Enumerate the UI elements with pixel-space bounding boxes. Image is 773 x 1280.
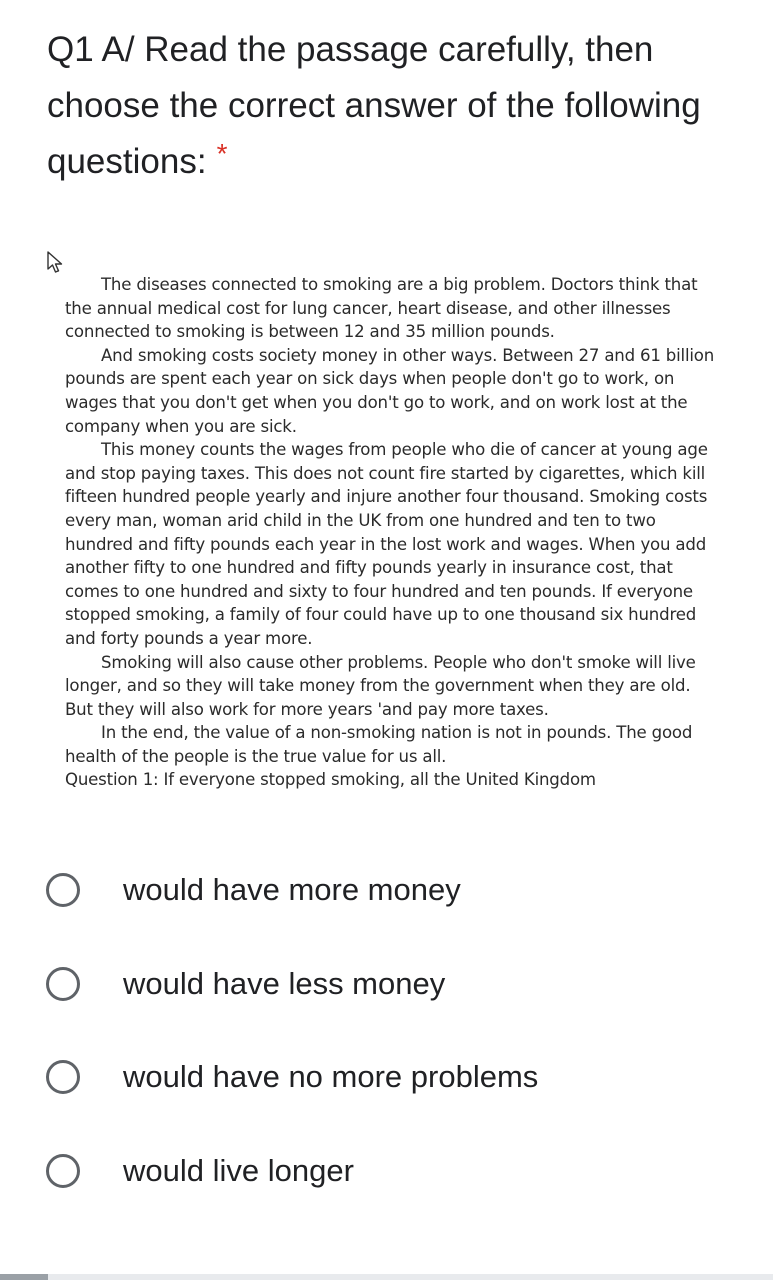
option-label: would have no more problems bbox=[123, 1059, 539, 1094]
passage-question-line: Question 1: If everyone stopped smoking, all the United Kingdom bbox=[65, 770, 596, 790]
scroll-thumb[interactable] bbox=[0, 1274, 48, 1280]
radio-button[interactable] bbox=[46, 967, 80, 1001]
option-label: would have less money bbox=[123, 965, 446, 1001]
passage-paragraph: The diseases connected to smoking are a big problem. Doctors think that the annual medical cost for lung cancer, heart disease, and other illnesses connected to smoking is between 12 and 35 million pounds. bbox=[65, 275, 698, 342]
radio-button[interactable] bbox=[46, 873, 80, 907]
answer-options bbox=[44, 862, 744, 1236]
bottom-scroll-bar[interactable] bbox=[0, 1274, 773, 1280]
mouse-pointer-icon bbox=[46, 250, 66, 276]
option-more-money[interactable] bbox=[44, 862, 744, 918]
option-label: would live longer bbox=[123, 1152, 354, 1188]
passage-paragraph: In the end, the value of a non-smoking nation is not in pounds. The good health of the people is the true value for us all. bbox=[65, 723, 693, 766]
passage-image bbox=[65, 273, 715, 792]
option-no-more-problems[interactable] bbox=[44, 1049, 744, 1105]
passage-paragraph: This money counts the wages from people who die of cancer at young age and stop paying taxes. This does not count fire started by cigarettes, which kill fifteen hundred people yearly and injure another four thousand. Smoking costs every man, woman arid child in the UK from one hundred and ten to two hundred and fifty pounds each year in the lost work and wages. When you add another fifty to one hundred and fifty pounds yearly in insurance cost, that comes to one hundred and sixty to four hundred and ten pounds. If everyone stopped smoking, a family of four could have up to one thousand six hundred and forty pounds a year more. bbox=[65, 440, 708, 648]
required-marker: * bbox=[216, 138, 228, 169]
question-title bbox=[47, 22, 747, 190]
option-less-money[interactable] bbox=[44, 956, 744, 1012]
question-title-text: Q1 A/ Read the passage carefully, then choose the correct answer of the following questions: bbox=[47, 30, 701, 181]
radio-button[interactable] bbox=[46, 1060, 80, 1094]
radio-button[interactable] bbox=[46, 1154, 80, 1188]
option-live-longer[interactable] bbox=[44, 1143, 744, 1199]
passage-paragraph: Smoking will also cause other problems. People who don't smoke will live longer, and so they will take money from the government when they are old. But they will also work for more years 'and pay more taxes. bbox=[65, 652, 696, 719]
passage-paragraph: And smoking costs society money in other ways. Between 27 and 61 billion pounds are spent each year on sick days when people don't go to work, on wages that you don't get when you don't go to work, and on work lost at the company when you are sick. bbox=[65, 345, 715, 436]
option-label: would have more money bbox=[123, 872, 461, 907]
